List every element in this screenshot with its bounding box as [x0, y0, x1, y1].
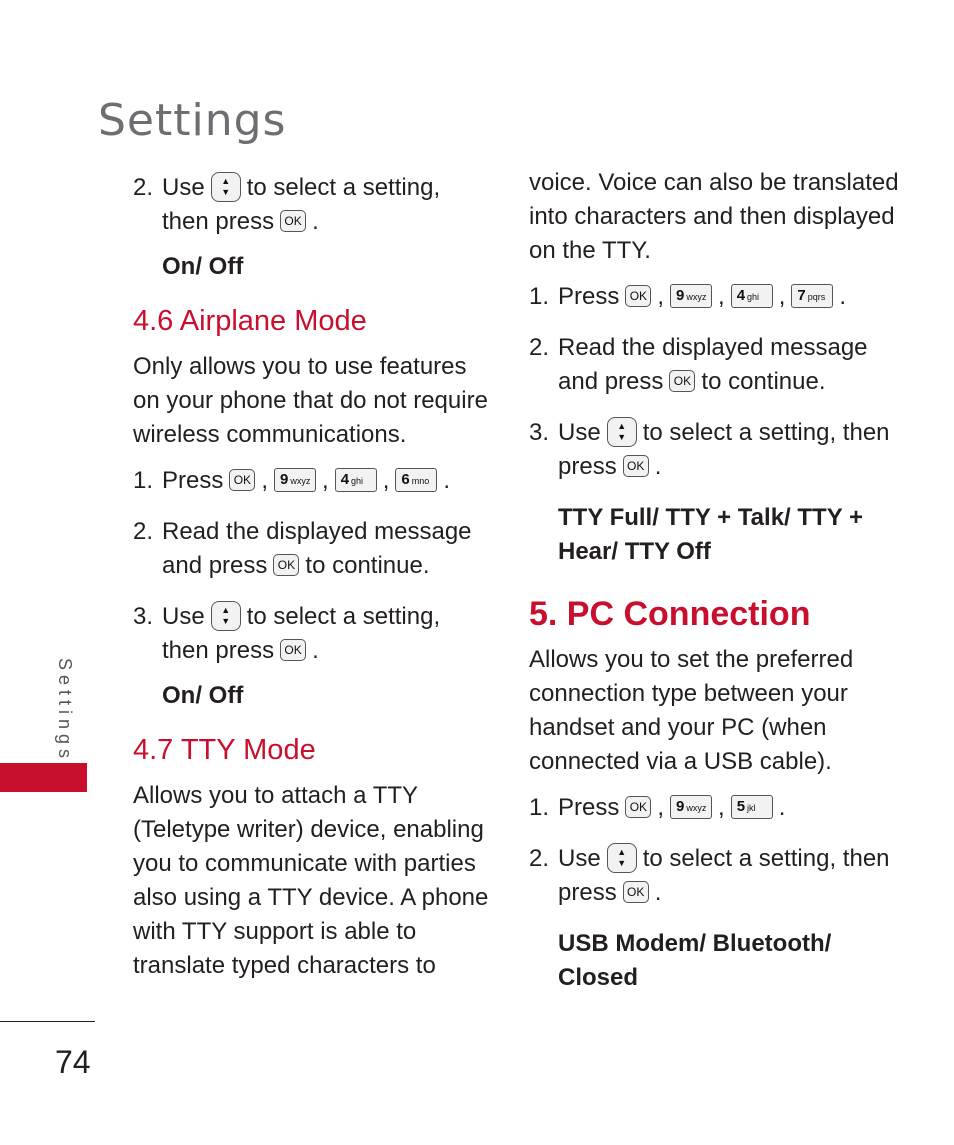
tty-description-continued: voice. Voice can also be translated into characters and then displayed on the TTY. [529, 169, 899, 264]
side-tab-label: Settings [55, 658, 75, 764]
key-5-icon: 5 jkl [731, 795, 773, 819]
ok-key-icon: OK [625, 285, 651, 307]
step-use-select-setting: 3. Use ▲ ▼ to select a setting, then press OK . [529, 416, 899, 484]
pc-connection-heading: 5. PC Connection [529, 595, 811, 633]
step-press-keys: 1. Press OK , 9 wxyz , 5 jkl . [529, 794, 786, 821]
pc-connection-description: Allows you to set the preferred connection type between your handset and your PC (when connected via a USB cable). [529, 646, 854, 775]
step-use-select-setting: 3. Use ▲ ▼ to select a setting, then press OK . [133, 600, 493, 668]
ok-key-icon: OK [623, 455, 649, 477]
page-number: 74 [55, 1044, 91, 1080]
nav-key-icon: ▲ ▼ [607, 417, 637, 447]
ok-key-icon: OK [669, 370, 695, 392]
step-press-keys: 1. Press OK , 9 wxyz , 4 ghi , 6 mno . [133, 467, 451, 494]
key-6-icon: 6 mno [395, 468, 437, 492]
right-column [529, 166, 899, 1013]
ok-key-icon: OK [273, 554, 299, 576]
step-use-select-setting: 2. Use ▲ ▼ to select a setting, then press OK . [529, 842, 899, 910]
footer-rule [0, 1021, 95, 1022]
key-9-icon: 9 wxyz [670, 795, 712, 819]
options-text: On/ Off [162, 253, 244, 280]
key-9-icon: 9 wxyz [670, 284, 712, 308]
step-press-keys: 1. Press OK , 9 wxyz , 4 ghi , 7 pqrs . [529, 283, 847, 310]
options-text: USB Modem/ Bluetooth/ Closed [558, 930, 832, 991]
key-4-icon: 4 ghi [731, 284, 773, 308]
nav-key-icon: ▲ ▼ [211, 172, 241, 202]
key-4-icon: 4 ghi [335, 468, 377, 492]
airplane-mode-description: Only allows you to use features on your phone that do not require wireless communications. [133, 353, 488, 448]
step-use-select-setting: 2. Use ▲ ▼ to select a setting, then press OK . [133, 171, 493, 239]
side-tab-marker [0, 763, 87, 792]
tty-mode-heading: 4.7 TTY Mode [133, 734, 316, 766]
left-column [133, 171, 493, 995]
ok-key-icon: OK [280, 210, 306, 232]
nav-key-icon: ▲ ▼ [607, 843, 637, 873]
airplane-mode-heading: 4.6 Airplane Mode [133, 305, 367, 337]
ok-key-icon: OK [229, 469, 255, 491]
options-text: TTY Full/ TTY + Talk/ TTY + Hear/ TTY Off [558, 504, 863, 565]
step-read-message: 2. Read the displayed message and press OK to continue. [529, 334, 868, 395]
ok-key-icon: OK [623, 881, 649, 903]
key-9-icon: 9 wxyz [274, 468, 316, 492]
nav-key-icon: ▲ ▼ [211, 601, 241, 631]
ok-key-icon: OK [280, 639, 306, 661]
options-text: On/ Off [162, 682, 244, 709]
page-title: Settings [98, 95, 287, 147]
step-number: 2. [133, 174, 154, 201]
step-read-message: 2. Read the displayed message and press OK to continue. [133, 518, 472, 579]
ok-key-icon: OK [625, 796, 651, 818]
key-7-icon: 7 pqrs [791, 284, 833, 308]
tty-mode-description: Allows you to attach a TTY (Teletype writer) device, enabling you to communicate with parties also using a TTY device. A phone with TTY support is able to translate typed characters to [133, 782, 489, 979]
